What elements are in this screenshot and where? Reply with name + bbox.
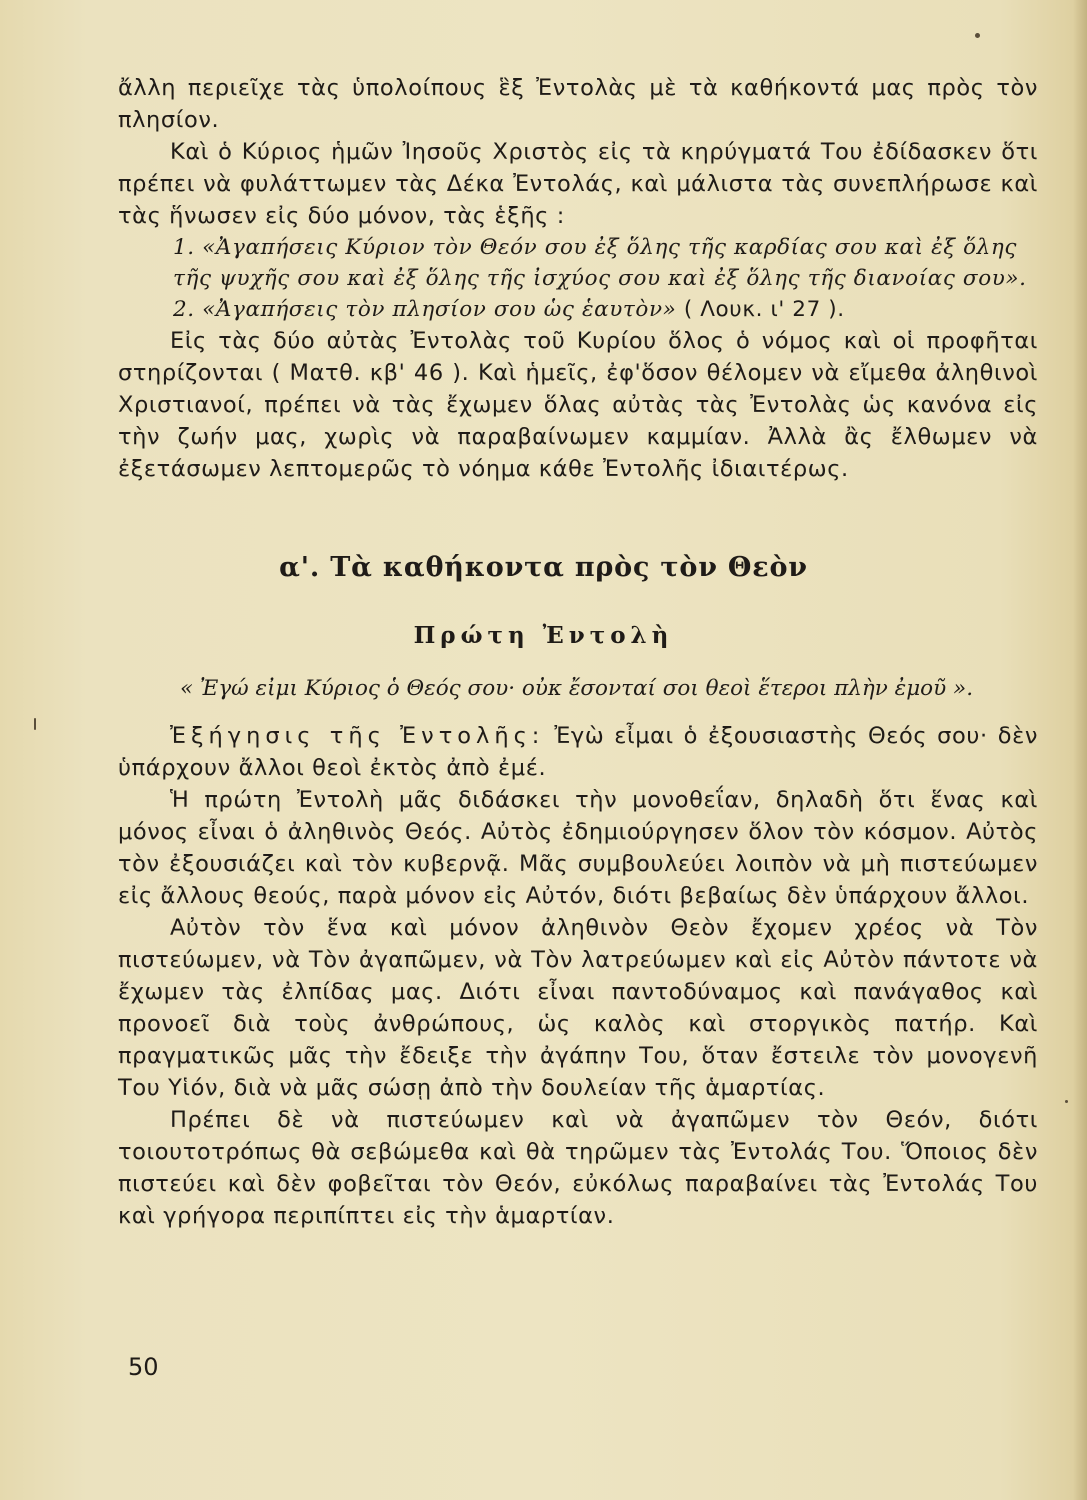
commandment-quote: « Ἐγώ εἰμι Κύριος ὁ Θεός σου· οὐκ ἔσονταί σοι θεοὶ ἕτεροι πλὴν ἐμοῦ ».	[180, 676, 974, 701]
paragraph-monotheism: Ἡ πρώτη Ἐντολὴ μᾶς διδάσκει τὴν μονοθεΐαν, δηλαδὴ ὅτι ἕνας καὶ μόνος εἶναι ὁ ἀληθινὸς Θεός. Αὐτὸς ἐδημιούργησεν ὅλον τὸν κόσμον. Αὐτὸς τὸν ἐξουσιάζει καὶ τὸν κυβερνᾷ. Μᾶς συμβουλεύει λοιπὸν νὰ μὴ πιστεύωμεν εἰς ἄλλους θεούς, παρὰ μόνον εἰς Αὐτόν, διότι βεβαίως δὲν ὑπάρχουν ἄλλοι.	[118, 787, 1038, 909]
quote-first-great-commandment: 1. «Ἀγαπήσεις Κύριον τὸν Θεόν σου ἐξ ὅλης τῆς καρδίας σου καὶ ἐξ ὅλης τῆς ψυχῆς σου καὶ ἐξ ὅλης τῆς ἰσχύος σου καὶ ἐξ ὅλης τῆς διανοίας σου».	[173, 235, 1027, 291]
paragraph-law-and-prophets: Εἰς τὰς δύο αὐτὰς Ἐντολὰς τοῦ Κυρίου ὅλος ὁ νόμος καὶ οἱ προφῆται στηρίζονται ( Ματθ. κβ' 46 ). Καὶ ἡμεῖς, ἐφ'ὅσον θέλομεν νὰ εἴμεθα ἀληθινοὶ Χριστιανοί, πρέπει νὰ τὰς ἔχωμεν ὅλας αὐτὰς τὰς Ἐντολὰς ὡς κανόνα εἰς τὴν ζωήν μας, χωρὶς νὰ παραβαίνωμεν καμμίαν. Ἀλλὰ ἂς ἔλθωμεν νὰ ἐξετάσωμεν λεπτομερῶς τὸ νόημα κάθε Ἐντολῆς ἰδιαιτέρως.	[118, 328, 1038, 482]
paragraph-two-commandments-intro: Καὶ ὁ Κύριος ἡμῶν Ἰησοῦς Χριστὸς εἰς τὰ κηρύγματά Του ἐδίδασκεν ὅτι πρέπει νὰ φυλάττωμεν τὰς Δέκα Ἐντολάς, καὶ μάλιστα τὰς συνεπλήρωσε καὶ τὰς ἥνωσεν εἰς δύο μόνον, τὰς ἑξῆς :	[118, 139, 1038, 229]
section-heading: α'. Τὰ καθήκοντα πρὸς τὸν Θεὸν	[279, 552, 808, 583]
top-text-block	[118, 72, 1038, 485]
bottom-text-block	[118, 720, 1038, 1232]
paragraph-believe-and-keep: Πρέπει δὲ νὰ πιστεύωμεν καὶ νὰ ἀγαπῶμεν τὸν Θεόν, διότι τοιουτοτρόπως θὰ σεβώμεθα καὶ θὰ τηρῶμεν τὰς Ἐντολάς Του. Ὅποιος δὲν πιστεύει καὶ δὲν φοβεῖται τὸν Θεόν, εὐκόλως παραβαίνει τὰς Ἐντολάς Του καὶ γρήγορα περιπίπτει εἰς τὴν ἁμαρτίαν.	[118, 1107, 1038, 1229]
paragraph-explanation	[118, 720, 1038, 784]
paper-speck	[1065, 1100, 1068, 1103]
quote-second-text: 2. «Ἀγαπήσεις τὸν πλησίον σου ὡς ἑαυτὸν»	[173, 297, 677, 322]
paper-speck	[975, 33, 980, 38]
explanation-label: Ἐξήγησις τῆς Ἐντολῆς:	[170, 723, 545, 749]
quote-second-great-commandment	[118, 294, 1038, 325]
explanation-text: Ἐγὼ εἶμαι ὁ ἐξουσιαστὴς Θεός σου· δὲν ὑπάρχουν ἄλλοι θεοὶ ἐκτὸς ἀπὸ ἐμέ.	[118, 723, 1038, 781]
paragraph-love-god: Αὐτὸν τὸν ἕνα καὶ μόνον ἀληθινὸν Θεὸν ἔχομεν χρέος νὰ Τὸν πιστεύωμεν, νὰ Τὸν ἀγαπῶμεν, νὰ Τὸν λατρεύωμεν καὶ εἰς Αὐτὸν πάντοτε νὰ ἔχωμεν τὰς ἐλπίδας μας. Διότι εἶναι παντοδύναμος καὶ πανάγαθος καὶ προνοεῖ διὰ τοὺς ἀνθρώπους, ὡς καλὸς καὶ στοργικὸς πατήρ. Καὶ πραγματικῶς μᾶς τὴν ἔδειξε τὴν ἀγάπην Του, ὅταν ἔστειλε τὸν μονογενῆ Του Υἱόν, διὰ νὰ μᾶς σώσῃ ἀπὸ τὴν δουλείαν τῆς ἁμαρτίας.	[118, 915, 1038, 1101]
paper-speck	[34, 718, 36, 730]
quote-reference: ( Λουκ. ι' 27 ).	[683, 297, 845, 322]
page-number: 50	[128, 1353, 159, 1381]
paragraph-continuation: ἄλλη περιεῖχε τὰς ὑπολοίπους ἓξ Ἐντολὰς μὲ τὰ καθήκοντά μας πρὸς τὸν πλησίον.	[118, 75, 1038, 133]
page-edge-shadow	[1073, 0, 1087, 1500]
commandment-subheading: Πρώτη Ἐντολὴ	[413, 622, 674, 649]
